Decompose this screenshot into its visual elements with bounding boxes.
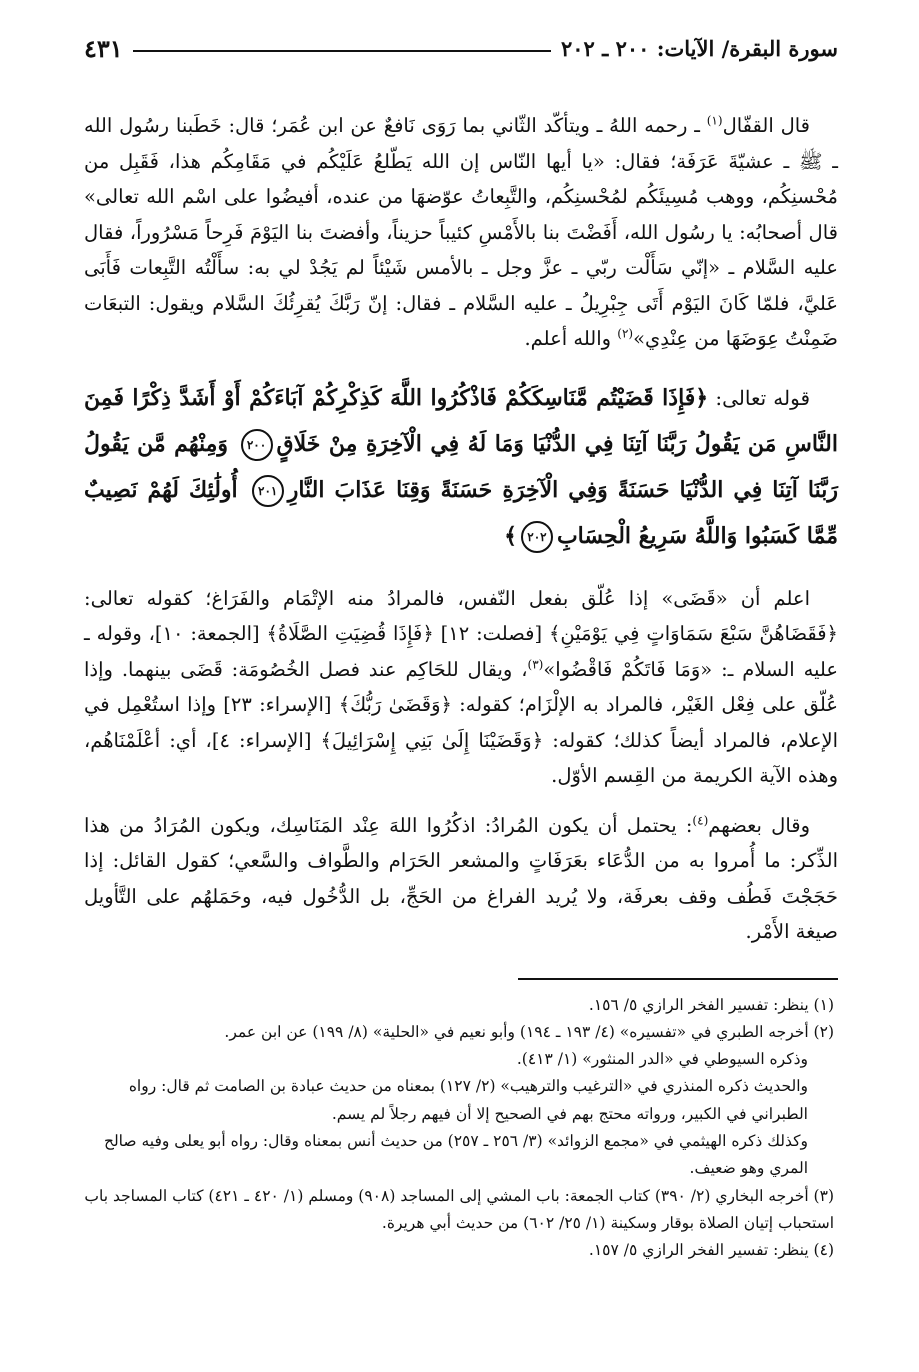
book-page (84, 28, 838, 1264)
ayah-number-201: ٢٠١ (252, 475, 284, 507)
paragraph-gap (84, 794, 838, 808)
footnote-2-cont-a: وذكره السيوطي في «الدر المنثور» (١/ ٤١٣). (516, 1050, 808, 1069)
verse-close-bracket: ﴾ (504, 522, 517, 549)
paragraph-intro: قال القفّال (722, 114, 810, 137)
quran-verses (84, 375, 838, 559)
footnote-3: (٣) أخرجه البخاري (٢/ ٣٩٠) كتاب الجمعة: باب المشي إلى المساجد (٩٠٨) ومسلم (١/ ٤٢٠ ـ ٤٢١) كتاب المساجد باب استحباب إتيان الصلاة بوقار وسكينة (١/ ٢٥/ ٦٠٢) من حديث أبي هريرة. (84, 1186, 834, 1232)
verse-200-text: ﴿فَإِذَا قَضَيْتُم مَّنَاسِكَكُمْ فَاذْكُرُوا اللَّهَ كَذِكْرِكُمْ آبَاءَكُمْ أَوْ أَشَدَّ ذِكْرًا فَمِنَ النَّاسِ مَن يَقُولُ رَبَّنَا آتِنَا فِي الدُّنْيَا وَمَا لَهُ فِي الْآخِرَةِ مِنْ خَلَاقٍ (84, 384, 838, 457)
running-header (84, 28, 838, 68)
surah-title: سورة البقرة/ الآيات: ٢٠٠ ـ ٢٠٢ (560, 35, 838, 61)
paragraph-other-view (84, 808, 838, 950)
paragraph-rest: ، ويقال للحَاكِم عند فصل الخُصُومَة: قَضَى بينهما. وإذا عُلّق على فِعْل الغَيْر، فالمراد به الإلْزَام؛ كقوله: ﴿وَقَضَىٰ رَبُّكَ﴾ [الإسراء: ٢٣] وإذا استُعْمِل في الإعلام، فالمراد أيضاً كذلك؛ كقوله: ﴿وَقَضَيْنَا إِلَىٰ بَنِي إِسْرَائِيلَ﴾ [الإسراء: ٤]، أي: أعْلَمْنَاهُم، وهذه الآية الكريمة من القِسم الأوّل. (84, 657, 838, 787)
verse-202-text: أُولَٰئِكَ لَهُمْ نَصِيبٌ مِّمَّا كَسَبُوا وَاللَّهُ سَرِيعُ الْحِسَابِ (84, 476, 838, 549)
footnotes (84, 992, 838, 1265)
paragraph-closing: والله أعلم. (524, 327, 618, 350)
ayah-number-200: ٢٠٠ (241, 429, 273, 461)
footnote-4: (٤) ينظر: تفسير الفخر الرازي ٥/ ١٥٧. (588, 1241, 834, 1260)
paragraph-body: : يحتمل أن يكون المُرادُ: اذكُرُوا اللهَ عِنْد المَنَاسِك، ويكون المُرَادُ من هذا الذِّكر: ما أُمروا به من الدُّعَاء بعَرَفَاتٍ والمشعر الحَرَام والطَّواف والسَّعي؛ كقول القائل: إذا حَجَجْتَ فَطُف وقف بعرفَة، ولا يُريد الفراغ من الحَجِّ، بل الدُّخُول فيه، وحَمَلهُم على التَّأويل صيغة الأَمْر. (84, 813, 838, 943)
footnote-2: (٢) أخرجه الطبري في «تفسيره» (٤/ ١٩٣ ـ ١٩٤) وأبو نعيم في «الحلية» (٨/ ١٩٩) عن ابن عمر. (224, 1022, 834, 1041)
footnote-2-cont-b: والحديث ذكره المنذري في «الترغيب والترهيب» (٢/ ١٢٧) بمعناه من حديث عبادة بن الصامت ثم قال: رواه الطبراني في الكبير، ورواته محتج بهم في الصحيح إلا أن فيهم رجلاً لم يسم. (128, 1077, 808, 1123)
footnote-ref-4[interactable]: (٤) (692, 813, 709, 827)
paragraph-qada-meaning (84, 581, 838, 794)
page-number: ٤٣١ (84, 33, 123, 63)
verse-lead: قوله تعالى: (708, 385, 811, 410)
footnote-2-cont-c: وكذلك ذكره الهيثمي في «مجمع الزوائد» (٣/ ٢٥٦ ـ ٢٥٧) من حديث أنس بمعناه وقال: رواه أبو يعلى وفيه صالح المري وهو ضعيف. (103, 1131, 808, 1178)
paragraph-body: اعلم أن «قَضَى» إذا عُلّق بفعل النّفس، فالمرادُ منه الإتْمَام والفَرَاغ؛ كقوله تعالى: ﴿فَقَضَاهُنَّ سَبْعَ سَمَاوَاتٍ فِي يَوْمَيْنِ﴾ [فصلت: ١٢] ﴿فَإِذَا قُضِيَتِ الصَّلَاةُ﴾ [الجمعة: ١٠]، وقوله ـ عليه السلام ـ: «وَمَا فَاتَكُمْ فَاقْضُوا» (84, 586, 839, 681)
footnote-ref-3[interactable]: (٣) (527, 657, 544, 671)
ayah-number-202: ٢٠٢ (521, 521, 553, 553)
footnote-ref-2[interactable]: (٢) (617, 326, 634, 341)
footnote-separator (518, 978, 838, 980)
paragraph-qaffal (84, 108, 838, 357)
footnote-1: (١) ينظر: تفسير الفخر الرازي ٥/ ١٥٦. (588, 995, 834, 1014)
header-rule (133, 50, 551, 52)
verse-201-text: وَمِنْهُم مَّن يَقُولُ رَبَّنَا آتِنَا فِي الدُّنْيَا حَسَنَةً وَفِي الْآخِرَةِ حَسَنَةً وَقِنَا عَذَابَ النَّارِ (84, 430, 839, 503)
footnote-ref-1[interactable]: (١) (706, 113, 723, 128)
paragraph-body: ـ رحمه اللهُ ـ ويتأكّد الثّاني بما رَوَى نَافعٌ عن ابن عُمَر؛ قال: خَطَبنا رسُول الله ـ ﷺ ـ عشيّةَ عَرَفَة؛ فقال: «يا أيها النّاس إن الله يَطّلعُ عَلَيْكُم في مَقَامِكُم هذا، فَقَبِل من مُحْسنِكُم، ووهب مُسِيئَكُم لمُحْسنِكُم، والتَّبِعاتُ عوّضهَا من عنده، أفيضُوا على اسْم الله تعالى» قال أصحابُه: يا رسُول الله، أَفَضْتَ بنا بالأَمْسِ كئيباً حزيناً، وأفضتَ بنا اليَوْمَ فَرِحاً مَسْرُوراً، فقال عليه السَّلام ـ «إنّي سَأَلْت ربّي ـ عزَّ وجل ـ بالأمس شَيْئاً لم يَجُدْ لي به: سأَلْتُه التَّبِعات فَأَبَى عَليَّ، فلمّا كَانَ اليَوْم أَتَى جِبْرِيلُ ـ عليه السَّلام ـ فقال: إنّ رَبَّكَ يُقرِئُكَ السَّلام ويقول: التبعَات ضَمِنْتُ عِوَضَهَا من عِنْدِي» (84, 114, 838, 350)
paragraph-intro: وقال بعضهم (708, 813, 810, 837)
